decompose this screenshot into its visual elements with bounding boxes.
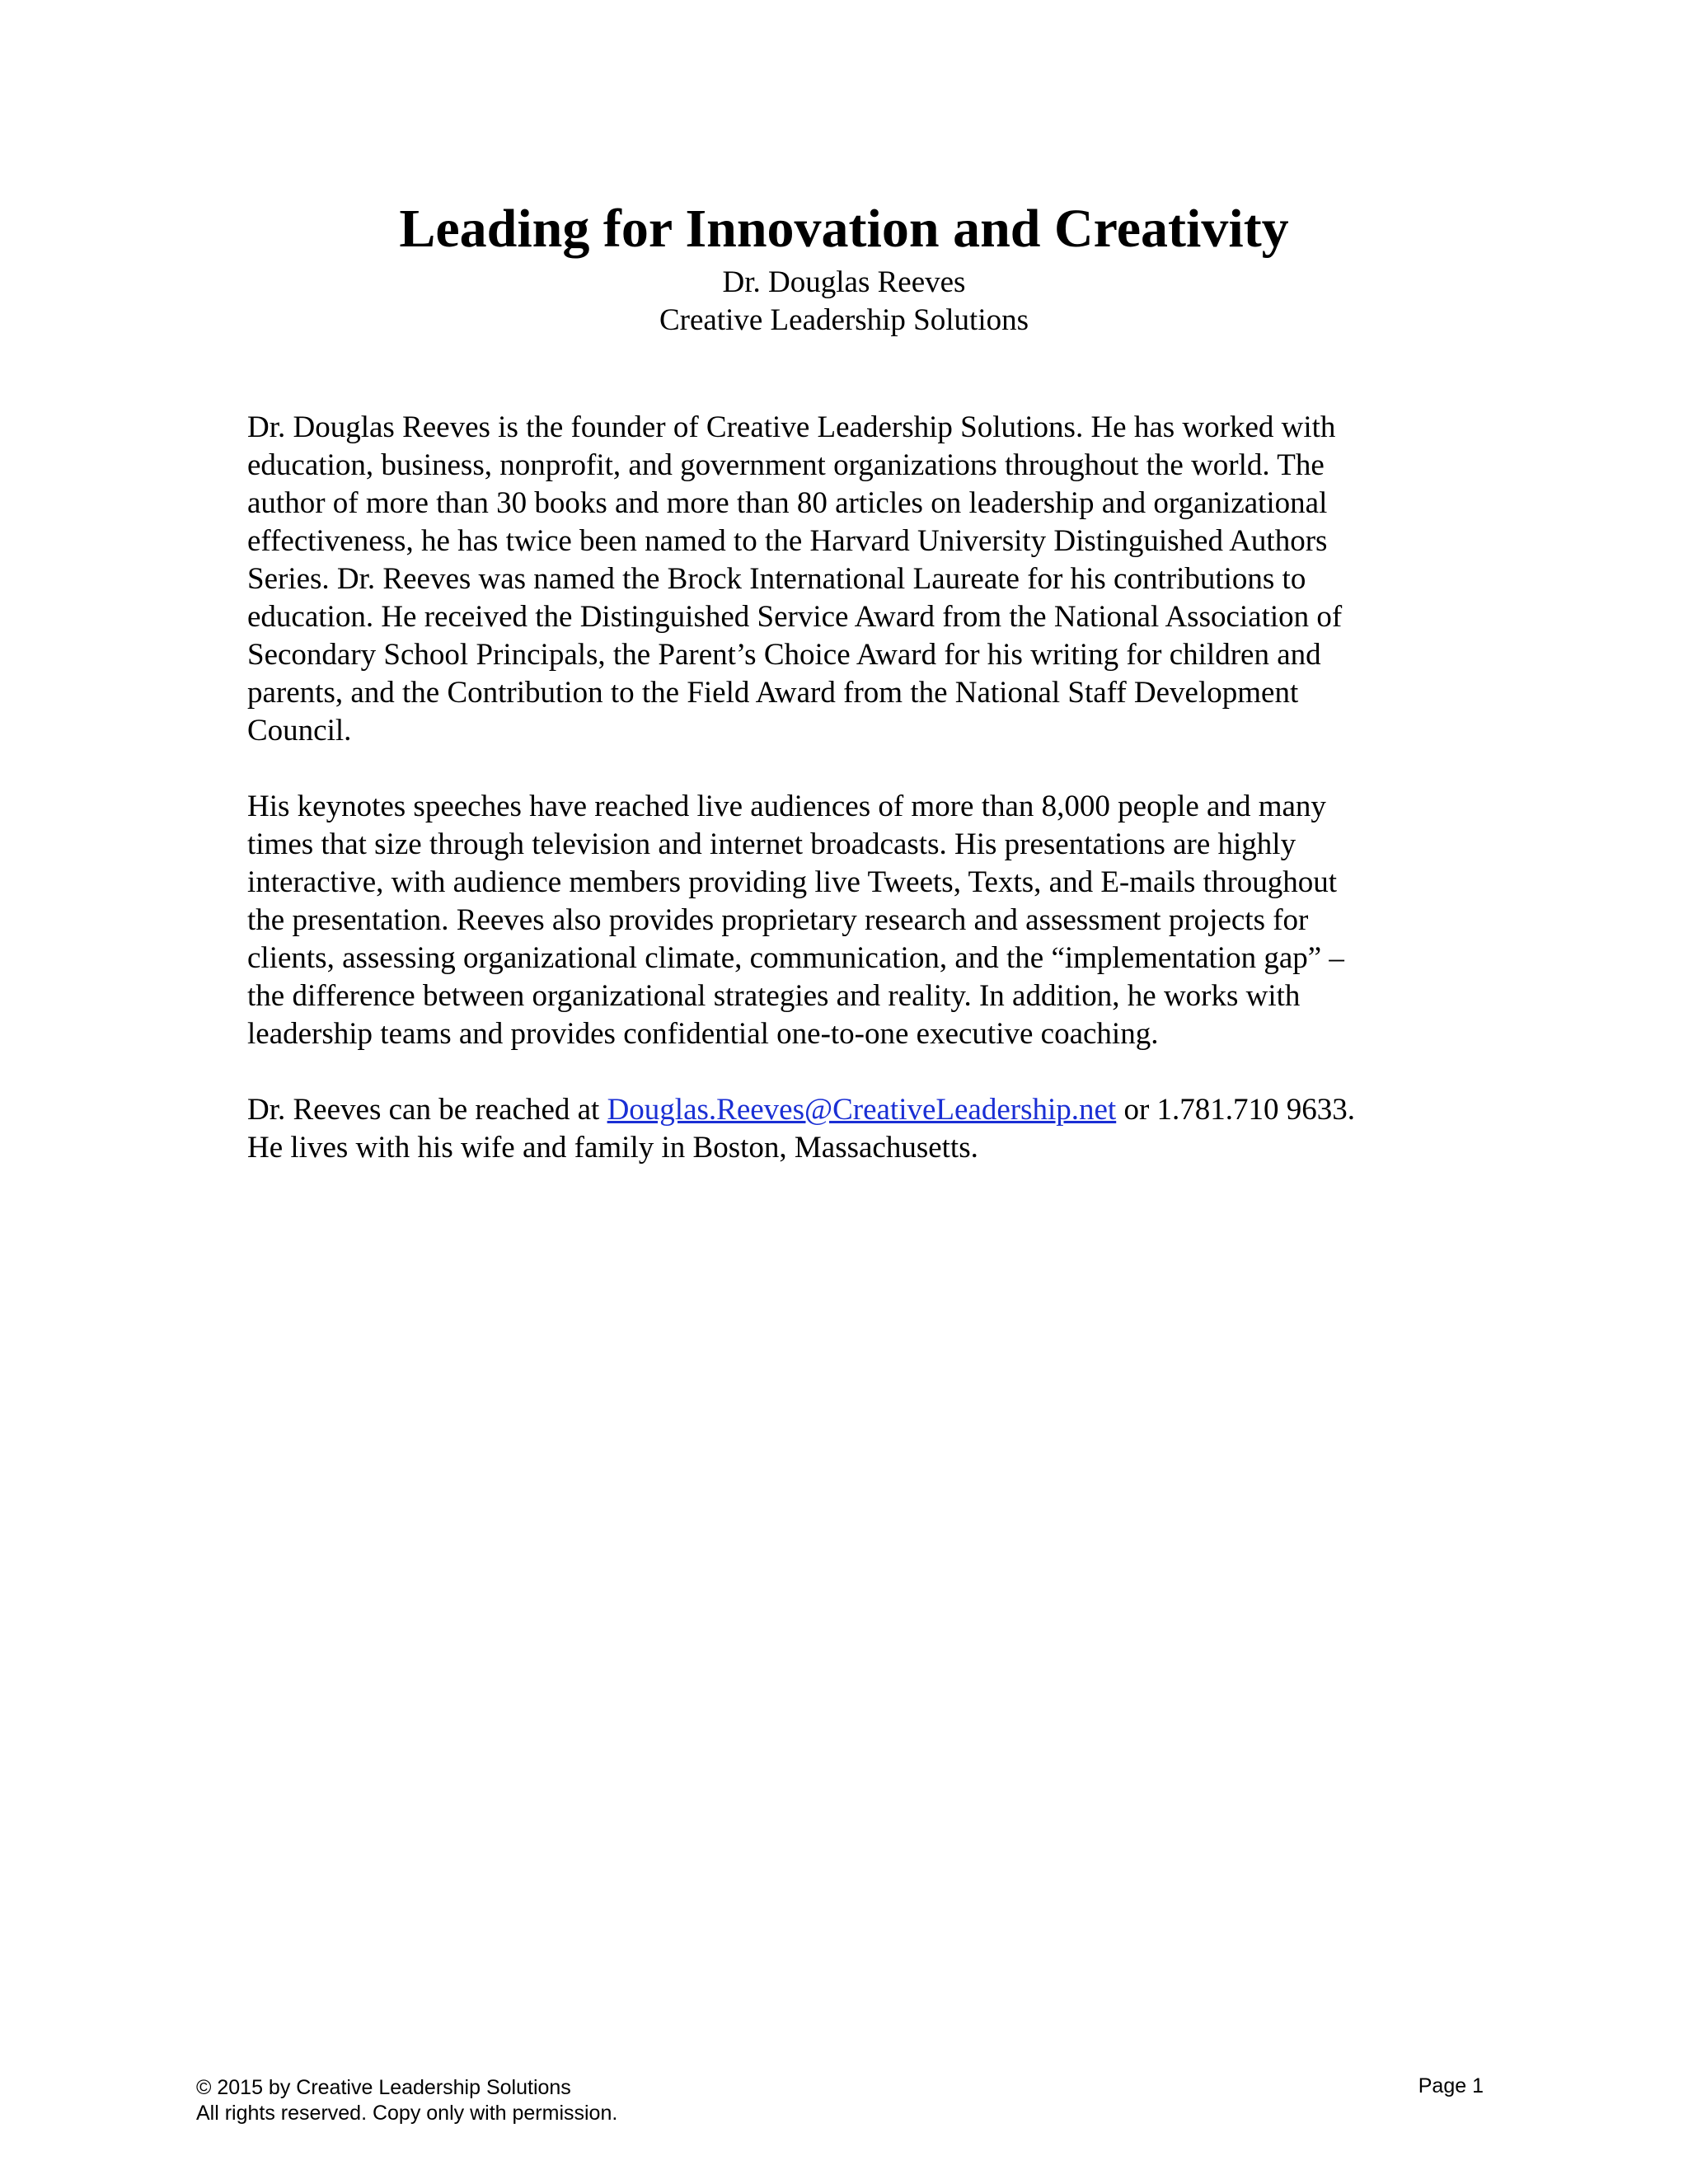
document-header [0,194,1688,340]
text-line: His keynotes speeches have reached live audiences of more than 8,000 people and many [247,790,1326,823]
text-line: the difference between organizational strategies and reality. In addition, he works with [247,979,1301,1013]
text-line: education, business, nonprofit, and government organizations throughout the world. The [247,448,1325,482]
bio-paragraph-2 [247,788,1467,1053]
copyright-notice: © 2015 by Creative Leadership Solutions [196,2076,571,2099]
text-line: author of more than 30 books and more than 80 articles on leadership and organizational [247,486,1328,520]
contact-prefix: Dr. Reeves can be reached at [247,1093,607,1127]
author-name: Dr. Douglas Reeves [722,265,966,299]
text-line: education. He received the Distinguished Service Award from the National Association of [247,600,1343,634]
document-body [247,409,1467,1205]
text-line: clients, assessing organizational climate, communication, and the “implementation gap” – [247,941,1344,975]
text-line: interactive, with audience members providing live Tweets, Texts, and E-mails throughout [247,865,1338,899]
text-line: the presentation. Reeves also provides proprietary research and assessment projects for [247,903,1309,937]
bio-paragraph-1 [247,409,1467,750]
email-link[interactable]: Douglas.Reeves@CreativeLeadership.net [607,1093,1117,1127]
contact-paragraph [247,1091,1467,1167]
text-line: times that size through television and internet broadcasts. His presentations are highly [247,827,1296,861]
text-line: Dr. Douglas Reeves is the founder of Creative Leadership Solutions. He has worked with [247,410,1336,444]
text-line: Series. Dr. Reeves was named the Brock International Laureate for his contributions to [247,562,1306,596]
contact-phone: or 1.781.710 9633. [1116,1093,1356,1127]
rights-notice: All rights reserved. Copy only with permission. [196,2102,618,2125]
text-line: effectiveness, he has twice been named to the Harvard University Distinguished Authors [247,524,1328,558]
text-line: Council. [247,714,352,748]
page-number: Page 1 [1418,2074,1484,2097]
organization-name: Creative Leadership Solutions [659,303,1029,337]
text-line: parents, and the Contribution to the Field Award from the National Staff Development [247,676,1299,710]
footer-copyright-block [196,2075,617,2126]
contact-line [247,1091,1467,1129]
text-line: Secondary School Principals, the Parent’s Choice Award for his writing for children and [247,638,1321,672]
residence-line: He lives with his wife and family in Boston, Massachusetts. [247,1131,978,1165]
document-title: Leading for Innovation and Creativity [399,199,1289,259]
text-line: leadership teams and provides confidential one-to-one executive coaching. [247,1017,1159,1051]
